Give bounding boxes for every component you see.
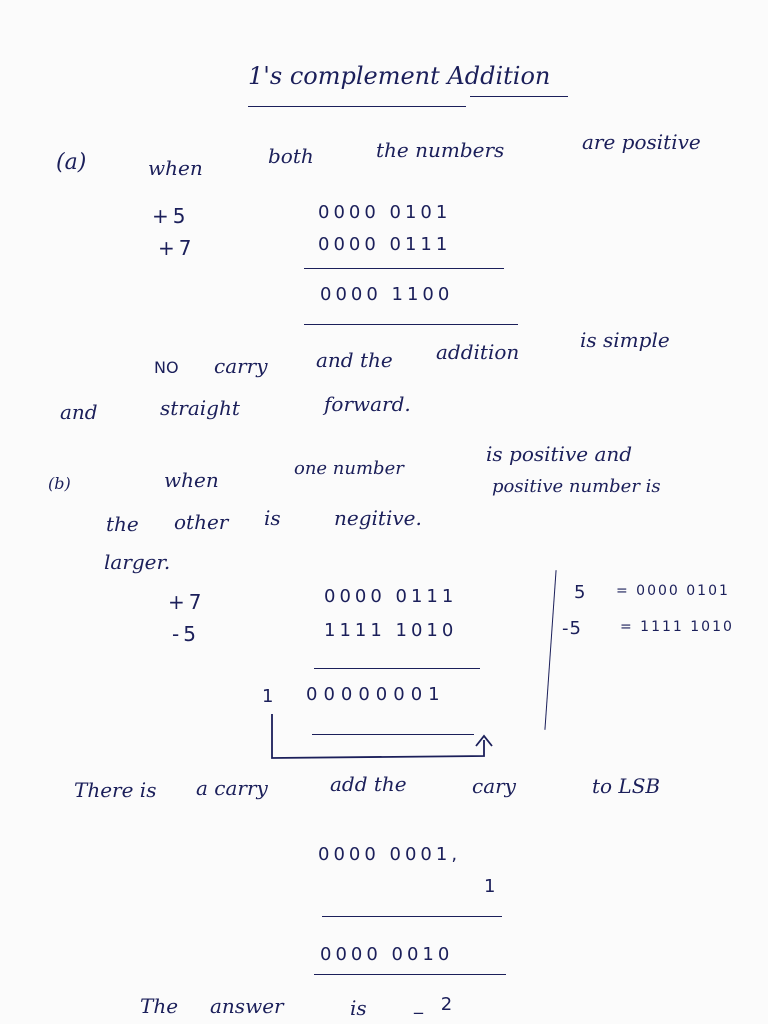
- binary-row: 0000 0111: [324, 586, 458, 607]
- note-word: and the: [316, 348, 393, 372]
- note-word: and: [60, 400, 98, 424]
- part-b-heading-word: when: [164, 468, 219, 492]
- note-word: addition: [436, 340, 520, 364]
- part-b-heading-word: one number: [294, 458, 404, 479]
- binary-row: 1111 1010: [324, 620, 458, 641]
- operand: +7: [168, 590, 206, 614]
- part-a-label: (a): [56, 150, 87, 175]
- note-word: is simple: [580, 328, 670, 352]
- note-word: NO: [154, 358, 179, 377]
- part-a-heading-word: are positive: [582, 130, 701, 154]
- note-word: forward.: [324, 392, 411, 416]
- sum-result: 00000001: [306, 684, 446, 705]
- part-b-label: (b): [48, 474, 71, 493]
- operand: -5: [172, 622, 200, 646]
- sum-line: [314, 974, 506, 975]
- part-b-heading-word: is: [264, 506, 281, 530]
- part-b-heading-word: the: [106, 512, 139, 536]
- carry-arrow: [260, 710, 500, 766]
- sum-line: [304, 268, 504, 269]
- answer-value: _ 2: [414, 994, 459, 1015]
- part-b-heading-word: is positive and: [486, 442, 633, 466]
- carry-digit: 1: [484, 876, 500, 897]
- title-underline: [248, 106, 466, 107]
- note-word: carry: [214, 354, 268, 378]
- sum-line: [314, 668, 480, 669]
- part-a-heading-word: when: [148, 156, 203, 180]
- part-a-heading-word: the numbers: [376, 138, 505, 162]
- answer-word: answer: [210, 994, 284, 1018]
- operand: +5: [152, 204, 190, 228]
- side-equation: = 1111 1010: [620, 619, 734, 635]
- part-b-heading-word: other: [174, 510, 229, 534]
- sum-result: 0000 1100: [320, 284, 454, 305]
- carry-note-word: There is: [74, 778, 157, 802]
- answer-word: is: [350, 996, 367, 1020]
- part-a-heading-word: both: [268, 144, 314, 168]
- page-title: 1's complement Addition: [248, 62, 551, 90]
- operand: +7: [158, 236, 196, 260]
- carry-note-word: a carry: [196, 776, 268, 800]
- side-divider: [544, 570, 556, 730]
- part-b-heading-word: larger.: [104, 550, 171, 574]
- carry-note-word: add the: [330, 772, 407, 796]
- note-word: straight: [160, 396, 240, 420]
- title-underline-2: [470, 96, 568, 97]
- binary-row: 0000 0001,: [318, 844, 462, 865]
- side-label: 5: [574, 582, 590, 603]
- part-b-heading-word: negitive.: [334, 506, 422, 530]
- sum-line: [322, 916, 502, 917]
- binary-row: 0000 0111: [318, 234, 452, 255]
- side-equation: = 0000 0101: [616, 583, 730, 599]
- binary-row: 0000 0101: [318, 202, 452, 223]
- part-b-heading-word: positive number is: [492, 476, 661, 497]
- answer-word: The: [140, 994, 179, 1018]
- carry-note-word: cary: [472, 774, 516, 798]
- final-result: 0000 0010: [320, 944, 454, 965]
- carry-note-word: to LSB: [592, 774, 661, 798]
- carry-digit: 1: [262, 686, 278, 707]
- sum-line: [304, 324, 518, 325]
- side-label: -5: [562, 618, 582, 639]
